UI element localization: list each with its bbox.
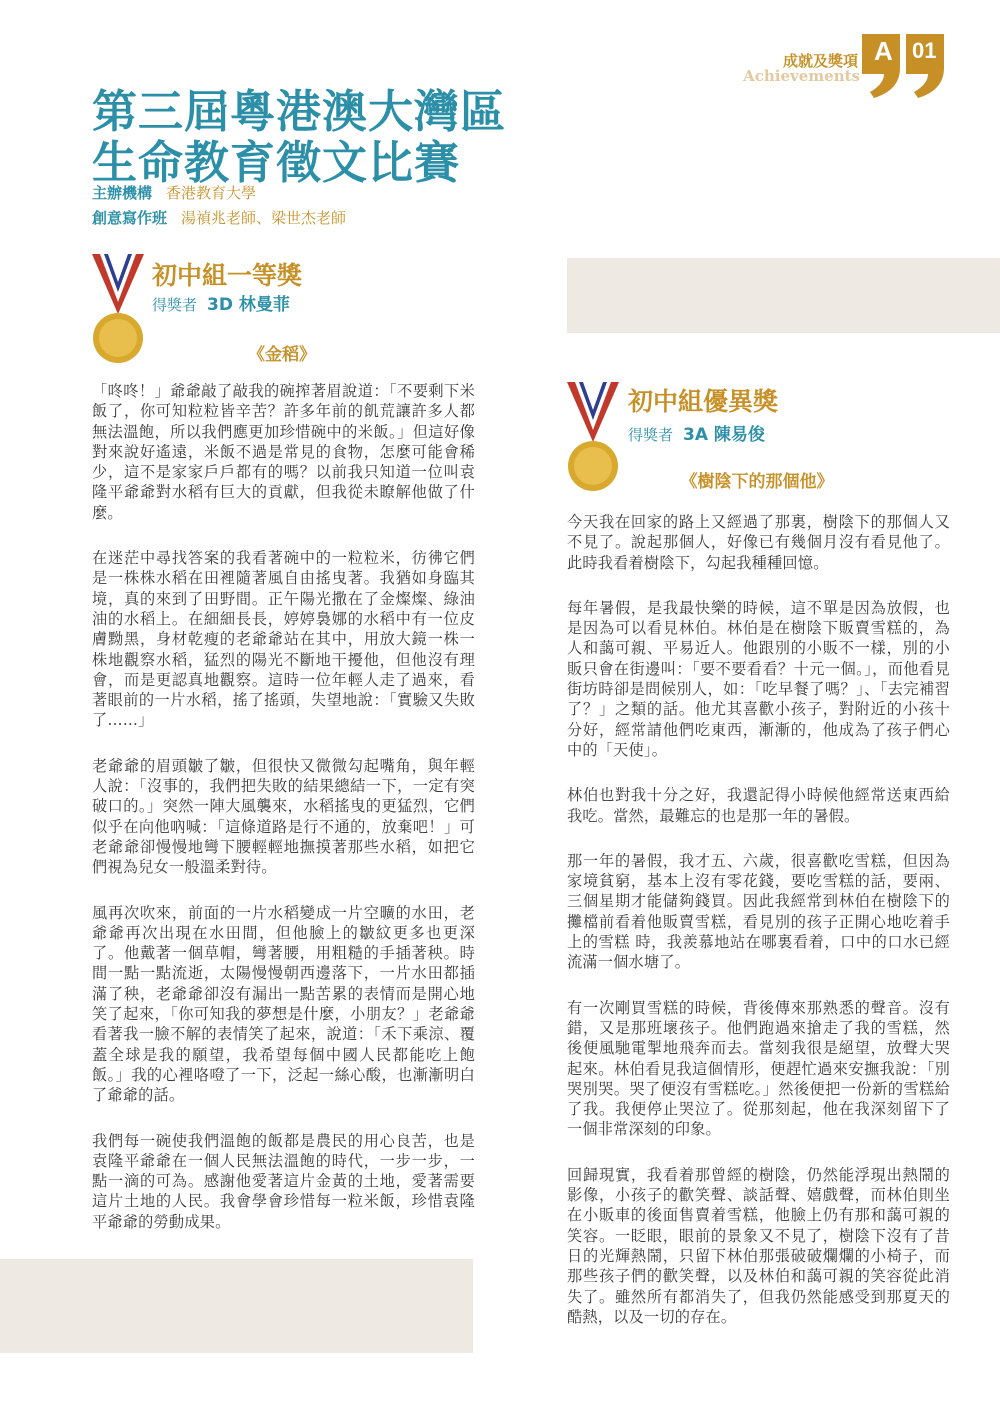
winner-row-right <box>628 420 765 445</box>
essay-title-left: 《金稻》 <box>248 345 316 365</box>
decorative-block-bottom-left <box>0 1259 473 1353</box>
class-value: 湯禎兆老師、梁世杰老師 <box>181 209 347 227</box>
essay-body-right <box>567 512 950 1352</box>
organizer-value: 香港教育大學 <box>166 184 257 202</box>
page-title-line-1: 第三屆粵港澳大灣區 <box>92 85 507 138</box>
organizer-label: 主辦機構 <box>92 184 153 202</box>
essay-body-left <box>92 381 475 1257</box>
section-letter: A <box>874 36 893 66</box>
decorative-block-top-right <box>567 258 1000 333</box>
section-label-en: Achievements <box>743 67 860 85</box>
paragraph: 風再次吹來，前面的一片水稻變成一片空曠的水田，老爺爺再次出現在水田間，但他臉上的皺紋更多也更深了。他戴著一個草帽，彎著腰，用粗糙的手插著秧。時間一點一點流逝，太陽慢慢朝西邊落下，一片水田都插滿了秧，老爺爺卻沒有漏出一點苦累的表情而是開心地笑了起來，「你可知我的夢想是什麼，小朋友？」老爺爺看著我一臉不解的表情笑了起來，說道：「禾下乘涼、覆蓋全球是我的願望，我希望每個中國人民都能吃上飽飯。」我的心裡咯噔了一下，泛起一絲心酸，也漸漸明白了爺爺的話。 <box>92 903 475 1105</box>
award-title-right: 初中組優異獎 <box>628 387 779 416</box>
winner-name-left: 3D 林曼菲 <box>207 295 290 315</box>
paragraph: 老爺爺的眉頭皺了皺，但很快又微微勾起嘴角，與年輕人說：「沒事的，我們把失敗的結果總結一下，一定有突破口的。」突然一陣大風襲來，水稻搖曳的更猛烈，它們似乎在向他吶喊：「這條道路是行不通的，放棄吧！」可老爺爺卻慢慢地彎下腰輕輕地撫摸著那些水稻，如把它們視為兒女一般溫柔對待。 <box>92 756 475 877</box>
paragraph: 每年暑假，是我最快樂的時候，這不單是因為放假，也是因為可以看見林伯。林伯是在樹陰下販賣雪糕的，為人和藹可親、平易近人。他跟別的小販不一樣，別的小販只會在街邊叫：「要不要看看？十元一個。」，而他看見街坊時卻是問候別人，如：「吃早餐了嗎？」、「去完補習了？」之類的話。他尤其喜歡小孩子，對附近的小孩十分好，經常請他們吃東西，漸漸的，他成為了孩子們心中的「天使」。 <box>567 598 950 759</box>
class-row <box>92 207 346 228</box>
paragraph: 在迷茫中尋找答案的我看著碗中的一粒粒米，彷彿它們是一株株水稻在田裡隨著風自由搖曳著。我猶如身臨其境，真的來到了田野間。正午陽光撒在了金燦燦、綠油油的水稻上。在細細長長，婷婷裊娜的水稻中有一位皮膚黝黑，身材乾瘦的老爺爺站在其中，用放大鏡一株一株地觀察水稻，猛烈的陽光不斷地干擾他，但他沒有理會，而是更認真地觀察。這時一位年輕人走了過來，看著眼前的一片水稻，搖了搖頭，失望地說：「實驗又失敗了……」 <box>92 549 475 730</box>
page-title-line-2: 生命教育徵文比賽 <box>92 136 461 189</box>
essay-title-right: 《樹陰下的那個他》 <box>680 472 834 492</box>
paragraph: 「咚咚！」爺爺敲了敲我的碗搾著眉說道：「不要剩下米飯了，你可知粒粒皆辛苦？許多年前的飢荒讓許多人都無法溫飽，所以我們應更加珍惜碗中的米飯。」但這好像對來說好遙遠，米飯不過是常見的食物，怎麼可能會稀少，這不是家家戶戶都有的嗎？以前我只知道一位叫袁隆平爺爺對水稻有巨大的貢獻，但我從未瞭解他做了什麼。 <box>92 382 475 522</box>
paragraph: 回歸現實，我看着那曾經的樹陰，仍然能浮現出熱鬧的影像，小孩子的歡笑聲、談話聲、嬉戲聲，而林伯則坐在小販車的後面售賣着雪糕，他臉上仍有那和藹可親的笑容。一眨眼，眼前的景象又不見了，樹陰下沒有了昔日的光輝熱鬧，只留下林伯那張破破爛爛的小椅子，而那些孩子們的歡笑聲，以及林伯和藹可親的笑容從此消失了。雖然所有都消失了，但我仍然能感受到那夏天的酷熱，以及一切的存在。 <box>567 1165 950 1326</box>
section-badge <box>860 34 946 98</box>
section-label-zh: 成就及獎項 <box>782 52 858 70</box>
paragraph: 林伯也對我十分之好，我還記得小時候他經常送東西給我吃。當然，最難忘的也是那一年的暑假。 <box>567 786 950 825</box>
paragraph: 今天我在回家的路上又經過了那裏，樹陰下的那個人又不見了。說起那個人，好像已有幾個月沒有看見他了。此時我看着樹陰下，勾起我種種回憶。 <box>567 513 950 572</box>
organizer-row <box>92 182 256 203</box>
page-number: 01 <box>912 38 937 63</box>
winner-name-right: 3A 陳易俊 <box>683 425 765 445</box>
winner-label-left: 得獎者 <box>152 296 198 314</box>
paragraph: 我們每一碗使我們溫飽的飯都是農民的用心良苦，也是袁隆平爺爺在一個人民無法溫飽的時代，一步一步，一點一滴的可為。感謝他愛著這片金黃的土地，愛著需要這片土地的人民。我會學會珍惜每一粒米飯，珍惜袁隆平爺爺的勞動成果。 <box>92 1131 475 1231</box>
winner-row-left <box>152 290 290 315</box>
award-title-left: 初中組一等獎 <box>152 261 303 290</box>
paragraph: 有一次剛買雪糕的時候，背後傳來那熟悉的聲音。沒有錯，又是那班壞孩子。他們跑過來搶走了我的雪糕，然後便風馳電掣地飛奔而去。當刻我很是絕望，放聲大哭起來。林伯看見我這個情形，便趕忙過來安撫我說：「別哭別哭。哭了便沒有雪糕吃。」然後便把一份新的雪糕給了我。我便停止哭泣了。從那刻起，他在我深刻留下了一個非常深刻的印象。 <box>567 998 950 1139</box>
class-label: 創意寫作班 <box>92 209 168 227</box>
winner-label-right: 得獎者 <box>628 426 674 444</box>
paragraph: 那一年的暑假，我才五、六歲，很喜歡吃雪糕，但因為家境貧窮，基本上沒有零花錢，要吃雪糕的話，要兩、三個星期才能儲夠錢買。因此我經常到林伯在樹陰下的攤檔前看着他販賣雪糕，看見別的孩子正開心地吃着手上的雪糕 時，我羨慕地站在哪裏看着，口中的口水已經流滿一個水塘了。 <box>567 851 950 972</box>
